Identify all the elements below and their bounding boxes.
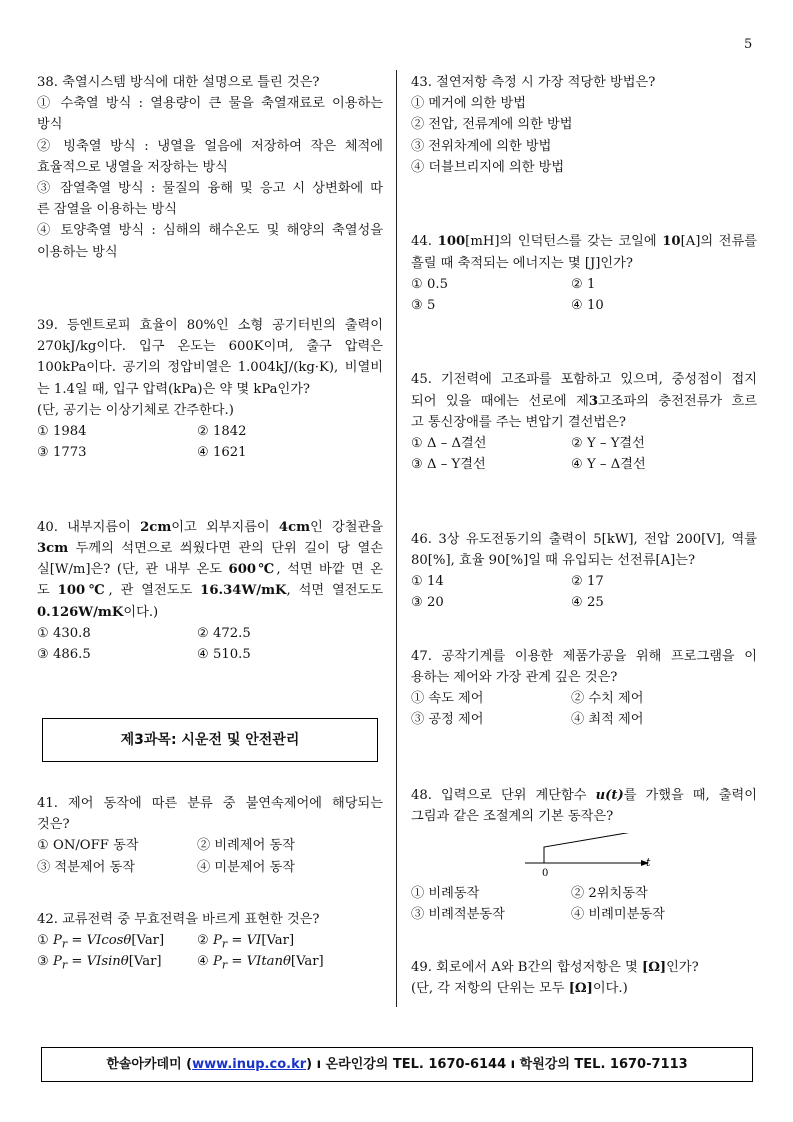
question-39-line-3: 100kPa이다. 공기의 정압비열은 1.004kJ/(kg·K), 비열비	[37, 360, 383, 376]
question-39-line-5: (단, 공기는 이상기체로 간주한다.)	[37, 402, 234, 418]
question-43-option-4: ④ 더블브리지에 의한 방법	[411, 159, 565, 175]
question-41	[37, 793, 383, 878]
question-47-option-3: ③ 공정 제어	[411, 712, 484, 728]
question-45-option-1: ① Δ – Δ결선	[411, 436, 487, 451]
question-39-option-3: ③ 1773	[37, 445, 87, 461]
question-45-option-4: ④ Y – Δ결선	[571, 457, 646, 473]
page-number: 5	[744, 37, 753, 52]
question-41-option-3: ③ 적분제어 동작	[37, 859, 136, 875]
question-39	[37, 315, 383, 463]
question-46-option-1: ① 14	[411, 574, 444, 590]
question-40-line-1: 40. 내부지름이 2cm이고 외부지름이 4cm인 강철관을	[37, 519, 383, 535]
question-42-option-2: ② $P_r = VI[Var]$	[197, 933, 295, 951]
question-45	[411, 369, 757, 475]
question-48-options	[411, 883, 757, 925]
question-44	[411, 231, 757, 316]
question-39-line-4: 는 1.4일 때, 입구 압력(kPa)은 약 몇 kPa인가?	[37, 381, 311, 397]
question-47-line-1: 47. 공작기계를 이용한 제품가공을 위해 프로그램을 이	[411, 648, 757, 664]
section-title: 제3과목: 시운전 및 안전관리	[120, 732, 300, 748]
question-40-line-4: 도 100℃, 관 열전도도 16.34W/mK, 석면 열전도도	[37, 583, 383, 599]
question-45-option-2: ② Y – Y결선	[571, 436, 645, 451]
question-40-option-2: ② 472.5	[197, 625, 251, 641]
question-38-option-1: ① 수축열 방식 : 열용량이 큰 물을 축열재료로 이용하는	[37, 96, 383, 112]
question-44-option-4: ④ 10	[571, 297, 604, 313]
footer-contacts: ) ı 온라인강의 TEL. 1670-6144 ı 학원강의 TEL. 1670-7113	[306, 1057, 688, 1072]
left-column	[37, 72, 383, 665]
question-47	[411, 646, 757, 731]
question-48-line-1: 48. 입력으로 단위 계단함수 u(t)를 가했을 때, 출력이	[411, 787, 757, 803]
step-response-graph	[523, 833, 653, 879]
question-40-line-2: 3cm 두께의 석면으로 씌웠다면 관의 단위 길이 당 열손	[37, 540, 383, 556]
question-38	[37, 72, 383, 263]
footer-academy: 한솔아카데미 (	[106, 1057, 193, 1072]
question-46-line-2: 80[%], 효율 90[%]일 때 유입되는 선전류[A]는?	[411, 552, 696, 568]
question-41-option-1: ① ON/OFF 동작	[37, 838, 139, 854]
question-48-option-4: ④ 비례미분동작	[571, 907, 665, 923]
question-45-line-1: 45. 기전력에 고조파를 포함하고 있으며, 중성점이 접지	[411, 372, 757, 388]
question-49	[411, 957, 757, 999]
question-44-options	[411, 274, 757, 316]
question-43-option-2: ② 전압, 전류계에 의한 방법	[411, 117, 573, 133]
question-47-option-1: ① 속도 제어	[411, 691, 484, 707]
question-39-option-4: ④ 1621	[197, 445, 247, 461]
question-47-line-2: 용하는 제어와 가장 관계 깊은 것은?	[411, 669, 618, 685]
question-46	[411, 529, 757, 614]
question-46-options	[411, 571, 757, 613]
question-45-line-2: 되어 있을 때에는 선로에 제3고조파의 충전전류가 흐르	[411, 393, 757, 409]
question-39-option-1: ① 1984	[37, 424, 87, 439]
graph-axis-label: t	[646, 856, 651, 869]
question-41-line-2: 것은?	[37, 817, 70, 833]
question-40-option-3: ③ 486.5	[37, 646, 91, 662]
question-47-options	[411, 688, 757, 730]
question-41-options	[37, 835, 383, 877]
question-38-option-4-cont: 이용하는 방식	[37, 244, 118, 260]
question-49-line-1: 49. 회로에서 A와 B간의 합성저항은 몇 [Ω]인가?	[411, 959, 699, 975]
question-40-option-4: ④ 510.5	[197, 646, 251, 662]
question-39-options	[37, 421, 383, 463]
question-42	[37, 909, 383, 973]
question-41-option-2: ② 비례제어 동작	[197, 838, 296, 854]
question-38-option-1-cont: 방식	[37, 117, 63, 133]
left-column-lower	[37, 793, 383, 973]
question-49-line-2: (단, 각 저항의 단위는 모두 [Ω]이다.)	[411, 980, 628, 996]
question-45-options	[411, 433, 757, 475]
graph-origin-label: 0	[542, 868, 549, 879]
footer-website-link[interactable]: www.inup.co.kr	[192, 1057, 307, 1072]
question-46-line-1: 46. 3상 유도전동기의 출력이 5[kW], 전압 200[V], 역률	[411, 531, 757, 547]
question-41-option-4: ④ 미분제어 동작	[197, 859, 296, 875]
right-column	[411, 72, 757, 999]
question-46-option-3: ③ 20	[411, 595, 444, 611]
column-divider	[396, 70, 397, 1007]
question-40-options	[37, 623, 383, 665]
question-42-option-4: ④ $P_r = VItan\theta[Var]$	[197, 954, 324, 972]
question-43-stem: 43. 절연저항 측정 시 가장 적당한 방법은?	[411, 75, 656, 90]
question-48-option-2: ② 2위치동작	[571, 886, 648, 901]
question-42-option-3: ③ $P_r = VIsin\theta[Var]$	[37, 954, 162, 972]
question-44-option-1: ① 0.5	[411, 276, 448, 292]
question-48-option-3: ③ 비례적분동작	[411, 907, 505, 923]
question-44-option-3: ③ 5	[411, 297, 436, 313]
question-40	[37, 517, 383, 665]
question-40-option-1: ① 430.8	[37, 625, 91, 641]
footer-banner	[41, 1047, 753, 1082]
question-38-option-4: ④ 토양축열 방식 : 심해의 해수온도 및 해양의 축열성을	[37, 223, 383, 239]
question-47-option-4: ④ 최적 제어	[571, 712, 644, 728]
question-43	[411, 72, 757, 178]
question-48-line-2: 그림과 같은 조절계의 기본 동작은?	[411, 808, 614, 824]
question-46-option-4: ④ 25	[571, 595, 604, 611]
question-44-line-1: 44. 100[mH]의 인덕턴스를 갖는 코일에 10[A]의 전류를	[411, 234, 758, 250]
question-40-line-3: 실[W/m]은? (단, 관 내부 온도 600℃, 석면 바깥 면 온	[37, 562, 383, 578]
question-44-line-2: 흘릴 때 축적되는 에너지는 몇 [J]인가?	[411, 255, 633, 271]
question-43-option-3: ③ 전위차계에 의한 방법	[411, 138, 552, 154]
question-48-option-1: ① 비례동작	[411, 886, 480, 901]
question-41-line-1: 41. 제어 동작에 따른 분류 중 불연속제어에 해당되는	[37, 796, 383, 811]
question-43-option-1: ① 메거에 의한 방법	[411, 96, 526, 112]
question-46-option-2: ② 17	[571, 574, 604, 590]
question-38-option-2: ② 빙축열 방식 : 냉열을 얼음에 저장하여 작은 체적에	[37, 138, 383, 154]
question-38-stem: 38. 축열시스템 방식에 대한 설명으로 틀린 것은?	[37, 75, 320, 90]
question-40-line-5: 0.126W/mK이다.)	[37, 604, 159, 620]
question-39-line-1: 39. 등엔트로피 효율이 80%인 소형 공기터빈의 출력이	[37, 318, 383, 334]
graph-output-curve	[544, 833, 638, 863]
section-title-box	[42, 718, 378, 762]
question-42-options	[37, 930, 383, 972]
question-45-option-3: ③ Δ – Y결선	[411, 457, 486, 473]
question-39-line-2: 270kJ/kg이다. 입구 온도는 600K이며, 출구 압력은	[37, 339, 383, 355]
question-38-option-2-cont: 효율적으로 냉열을 저장하는 방식	[37, 159, 228, 175]
question-47-option-2: ② 수치 제어	[571, 691, 644, 707]
question-42-stem: 42. 교류전력 중 무효전력을 바르게 표현한 것은?	[37, 911, 320, 927]
question-48	[411, 785, 757, 926]
question-45-line-3: 고 통신장애를 주는 변압기 결선법은?	[411, 414, 626, 430]
question-38-option-3-cont: 른 잠열을 이용하는 방식	[37, 202, 177, 218]
question-38-option-3: ③ 잠열축열 방식 : 물질의 융해 및 응고 시 상변화에 따	[37, 180, 383, 196]
question-42-option-1: ① $P_r = VIcos\theta[Var]$	[37, 933, 165, 951]
question-44-option-2: ② 1	[571, 276, 596, 292]
question-39-option-2: ② 1842	[197, 424, 247, 439]
